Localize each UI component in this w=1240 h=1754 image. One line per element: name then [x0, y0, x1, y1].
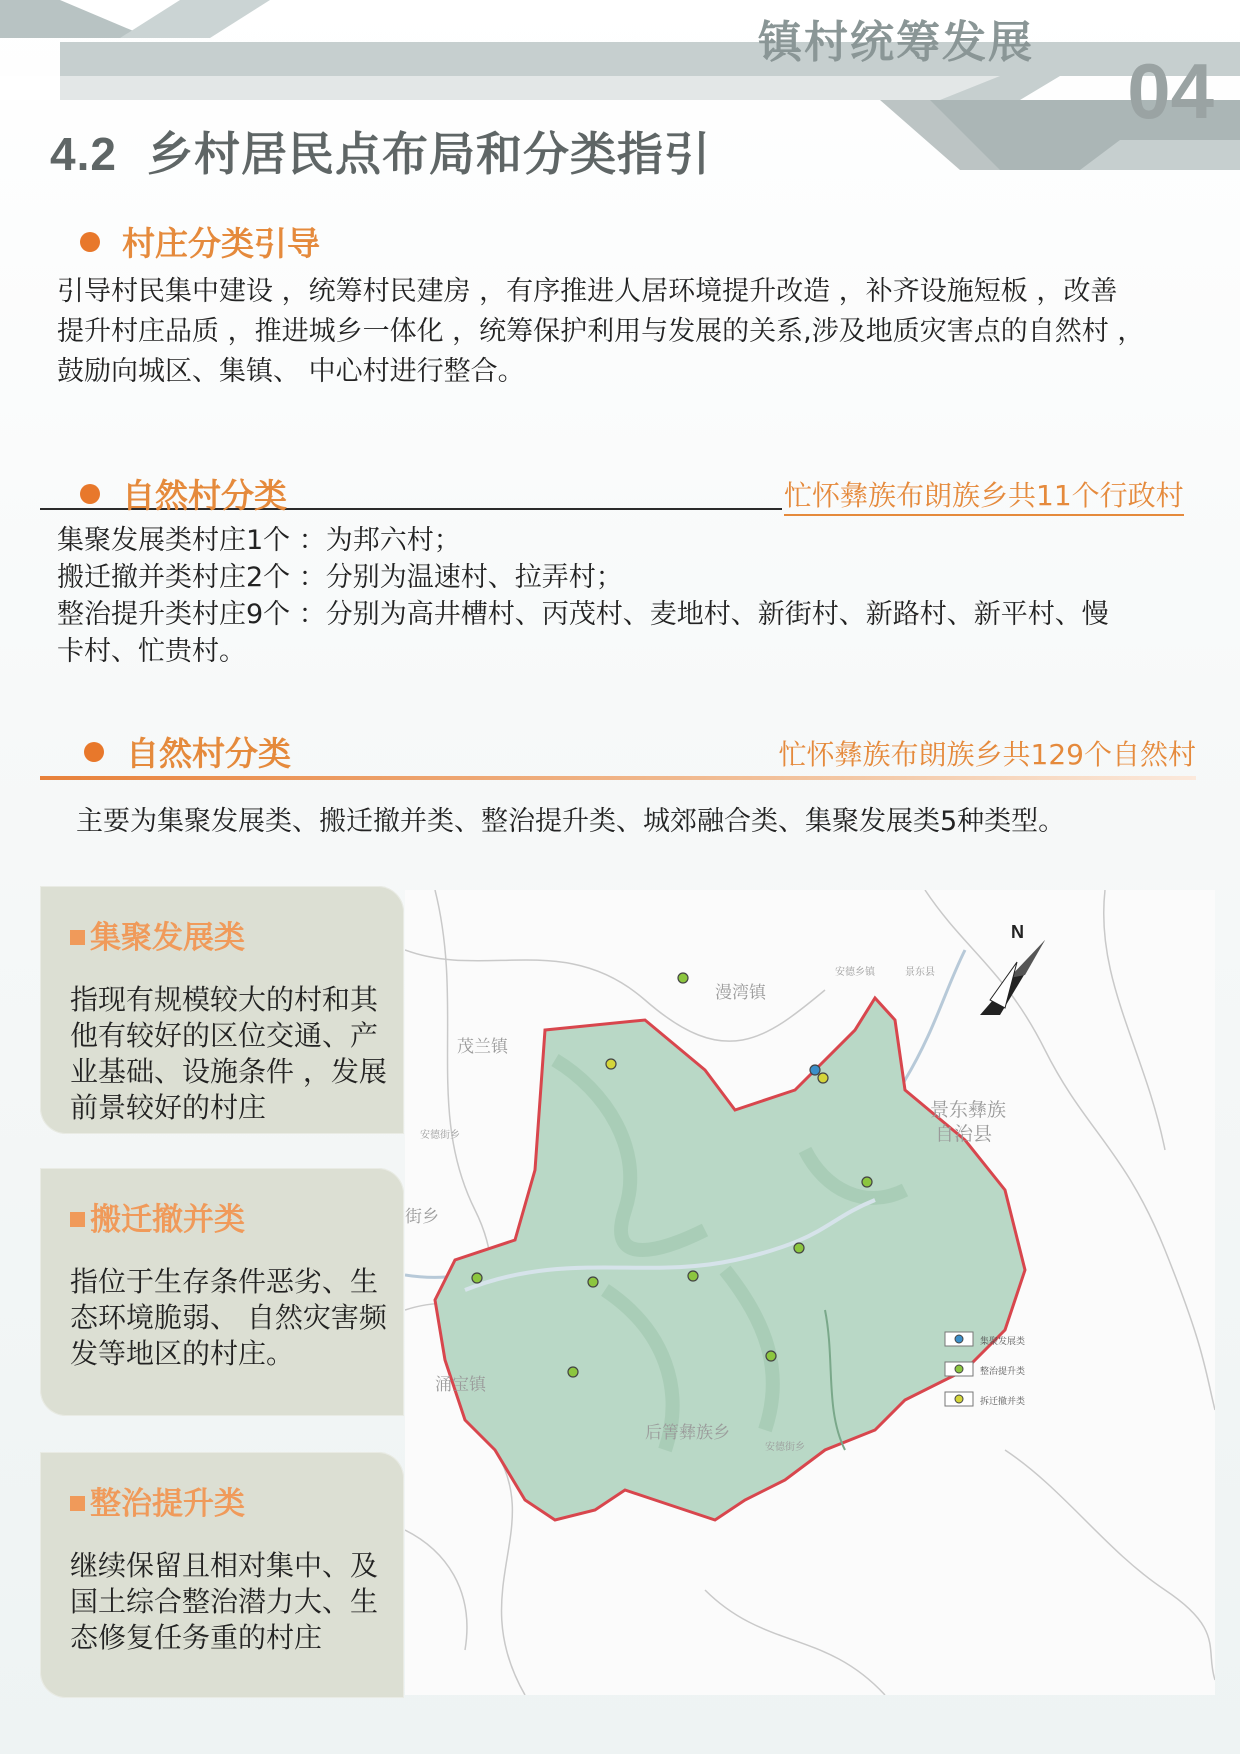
card-improvement: [40, 1452, 404, 1698]
map-label: 景东县: [905, 967, 935, 978]
legend-label: 拆迁撤并类: [980, 1397, 1026, 1407]
north-label: N: [1011, 922, 1024, 942]
card-line: 业基础、设施条件 ，发展: [70, 1055, 387, 1088]
legend-label: 整治提升类: [980, 1367, 1026, 1377]
card-text: [70, 1548, 390, 1656]
block3-note: 忙怀彝族布朗族乡共129个自然村: [778, 738, 1196, 771]
square-icon: [70, 930, 85, 945]
card-line: 发等地区的村庄。: [70, 1337, 295, 1370]
list-item: 集聚发展类村庄1个 ：为邦六村；: [57, 525, 461, 556]
card-text: [70, 982, 390, 1126]
card-title: [70, 912, 245, 957]
card-title-text: 集聚发展类: [90, 920, 245, 956]
map-label: 安德街乡: [420, 1130, 460, 1141]
map-label: 街乡: [405, 1207, 439, 1227]
section-title-text: 乡村居民点布局和分类指引: [146, 127, 711, 181]
card-line: 国土综合整治潜力大、生: [70, 1585, 379, 1618]
list-item: 卡村、忙贵村。: [57, 636, 246, 667]
legend-label: 集聚发展类: [980, 1337, 1026, 1347]
map-label: 茂兰镇: [457, 1037, 508, 1057]
bullet-icon: [80, 484, 100, 504]
paragraph-line: 引导村民集中建设 ，统筹村民建房 ，有序推进人居环境提升改造 ，补齐设施短板 ，改善: [57, 276, 1118, 307]
map-label: 景东彝族: [930, 1099, 1007, 1121]
list-item: 整治提升类村庄9个 ：分别为高井槽村、丙茂村、麦地村、新街村、新路村、新平村、慢: [57, 599, 1109, 630]
bullet-icon: [80, 232, 100, 252]
card-line: 指现有规模较大的村和其: [70, 983, 379, 1016]
map-label: 涌宝镇: [435, 1375, 486, 1395]
card-title: [70, 1478, 245, 1523]
map-label: 安德街乡: [765, 1442, 805, 1453]
block1-heading: [80, 218, 320, 265]
card-title-text: 搬迁撤并类: [90, 1202, 245, 1238]
map-label: 漫湾镇: [715, 983, 766, 1003]
block2-note: 忙怀彝族布朗族乡共11个行政村: [784, 474, 1184, 516]
card-title: [70, 1194, 245, 1239]
card-line: 指位于生存条件恶劣、生: [70, 1265, 379, 1298]
card-line: 继续保留且相对集中、及: [70, 1549, 379, 1582]
card-line: 态环境脆弱、 自然灾害频: [70, 1301, 387, 1334]
block2-list: [57, 522, 1217, 670]
card-line: 前景较好的村庄: [70, 1091, 267, 1124]
block1-heading-text: 村庄分类引导: [122, 224, 320, 263]
township-map: [405, 890, 1215, 1695]
card-line: 他有较好的区位交通、产: [70, 1019, 379, 1052]
bullet-icon: [84, 742, 104, 762]
map-label: 自治县: [935, 1123, 993, 1145]
square-icon: [70, 1496, 85, 1511]
block3-paragraph: 主要为集聚发展类、搬迁撤并类、整治提升类、城郊融合类、集聚发展类5种类型。: [76, 806, 1066, 837]
block3-heading-text: 自然村分类: [126, 734, 291, 773]
map-label: 后箐彝族乡: [645, 1423, 730, 1443]
block1-paragraph: [57, 272, 1217, 392]
block3-heading: [84, 728, 291, 775]
paragraph-line: 提升村庄品质 ，推进城乡一体化 ，统筹保护利用与发展的关系,涉及地质灾害点的自然村 ，: [57, 316, 1145, 347]
section-title: [50, 118, 711, 184]
section-number: 4.2: [50, 128, 117, 180]
block2-heading-text: 自然村分类: [122, 476, 287, 515]
chapter-number: 04: [1127, 47, 1214, 135]
card-cluster-development: [40, 886, 404, 1134]
map-label: 安德乡镇: [835, 967, 875, 978]
block2-heading: [80, 470, 287, 517]
card-line: 态修复任务重的村庄: [70, 1621, 323, 1654]
card-text: [70, 1264, 390, 1372]
card-relocation-merger: [40, 1168, 404, 1416]
paragraph-line: 鼓励向城区、集镇、 中心村进行整合。: [57, 356, 525, 387]
list-item: 搬迁撤并类村庄2个 ：分别为温速村、拉弄村；: [57, 562, 623, 593]
chapter-title: 镇村统筹发展: [758, 17, 1034, 68]
card-title-text: 整治提升类: [90, 1486, 245, 1522]
block3-rule: [40, 776, 1196, 780]
square-icon: [70, 1212, 85, 1227]
